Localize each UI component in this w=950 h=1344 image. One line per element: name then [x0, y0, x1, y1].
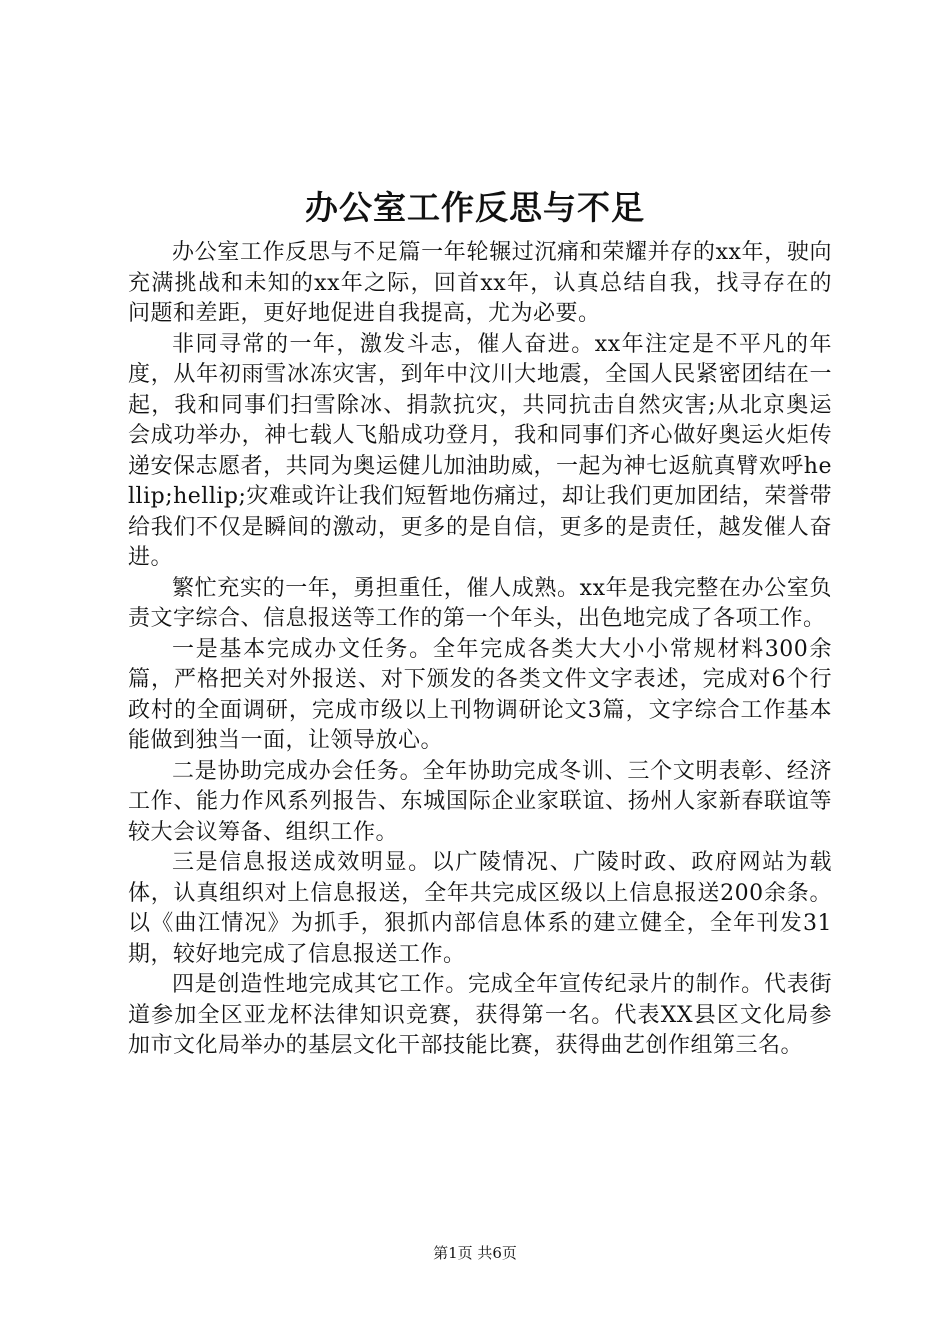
paragraph-4: 一是基本完成办文任务。全年完成各类大大小小常规材料300余篇，严格把关对外报送、对下颁发的各类文件文字表述，完成对6个行政村的全面调研，完成市级以上刊物调研论文3篇，文字综合工作基本能做到独当一面，让领导放心。: [128, 636, 832, 753]
paragraph-2: 非同寻常的一年，激发斗志，催人奋进。xx年注定是不平凡的年度，从年初雨雪冰冻灾害，到年中汶川大地震，全国人民紧密团结在一起，我和同事们扫雪除冰、捐款抗灾，共同抗击自然灾害;从北京奥运会成功举办，神七载人飞船成功登月，我和同事们齐心做好奥运火炬传递安保志愿者，共同为奥运健儿加油助威，一起为神七返航真臂欢呼hellip;hellip;灾难或许让我们短暂地伤痛过，却让我们更加团结，荣誉带给我们不仅是瞬间的激动，更多的是自信，更多的是责任，越发催人奋进。: [128, 331, 832, 570]
document-title: 办公室工作反思与不足: [305, 188, 645, 227]
page-number-footer: 第1页 共6页: [433, 1244, 517, 1262]
document-body: [128, 238, 832, 1062]
paragraph-6: 三是信息报送成效明显。以广陵情况、广陵时政、政府网站为载体，认真组织对上信息报送，全年共完成区级以上信息报送200余条。以《曲江情况》为抓手，狠抓内部信息体系的建立健全，全年刊发31期，较好地完成了信息报送工作。: [128, 850, 832, 967]
paragraph-3: 繁忙充实的一年，勇担重任，催人成熟。xx年是我完整在办公室负责文字综合、信息报送等工作的第一个年头，出色地完成了各项工作。: [128, 575, 832, 631]
paragraph-1: 办公室工作反思与不足篇一年轮辗过沉痛和荣耀并存的xx年，驶向充满挑战和未知的xx年之际，回首xx年，认真总结自我，找寻存在的问题和差距，更好地促进自我提高，尤为必要。: [128, 240, 832, 326]
paragraph-5: 二是协助完成办会任务。全年协助完成冬训、三个文明表彰、经济工作、能力作风系列报告、东城国际企业家联谊、扬州人家新春联谊等较大会议筹备、组织工作。: [128, 758, 832, 845]
paragraph-7: 四是创造性地完成其它工作。完成全年宣传纪录片的制作。代表街道参加全区亚龙杯法律知识竞赛，获得第一名。代表XX县区文化局参加市文化局举办的基层文化干部技能比赛，获得曲艺创作组第三名。: [128, 972, 832, 1058]
